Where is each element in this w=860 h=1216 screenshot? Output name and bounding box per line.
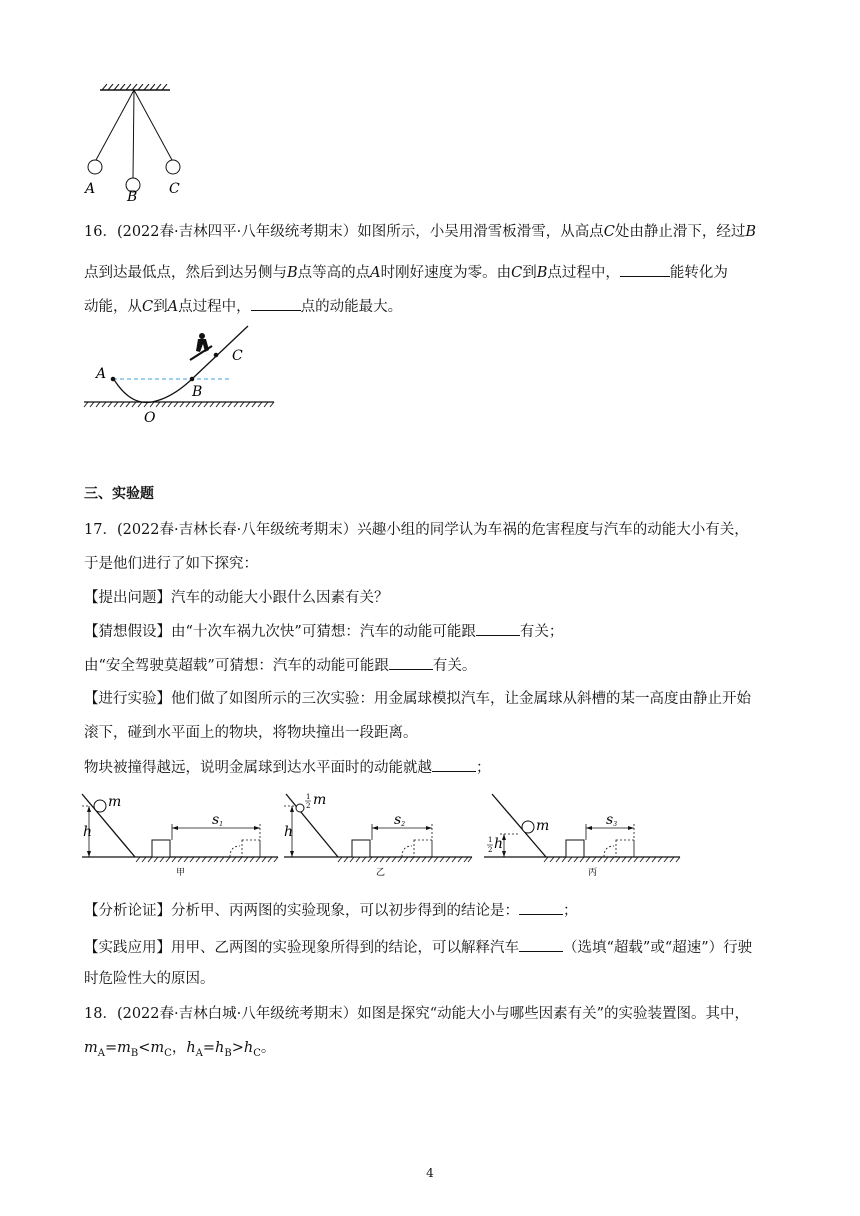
jia-distance-label: s1 xyxy=(212,812,224,828)
pendulum-label-b: B xyxy=(127,189,138,204)
q17-line5: 由“安全驾驶莫超载”可猜想：汽车的动能可能跟 有关。 xyxy=(84,655,476,676)
q18-line1: 18．(2022春·吉林白城·八年级统考期末）如图是探究“动能大小与哪些因素有关”的实验装置图。其中， xyxy=(84,1006,750,1022)
q16-blank-2[interactable] xyxy=(251,296,301,311)
q17-line8: 物块被撞得越远，说明金属球到达水平面时的动能就越 ； xyxy=(84,757,491,778)
ski-label-b: B xyxy=(192,384,203,400)
q17-line3: 【提出问题】汽车的动能大小跟什么因素有关？ xyxy=(84,590,389,606)
q17-line1: 17．(2022春·吉林长春·八年级统考期末）兴趣小组的同学认为车祸的危害程度与汽车的动能大小有关， xyxy=(84,522,749,538)
q17-blank-conclusion[interactable] xyxy=(519,900,563,915)
q17-line4: 【猜想假设】由“十次车祸九次快”可猜想：汽车的动能可能跟 有关； xyxy=(84,621,563,642)
page-number: 4 xyxy=(426,1166,434,1180)
q16-line1: 16．(2022春·吉林四平·八年级统考期末）如图所示，小吴用滑雪板滑雪，从高点C处由静止滑下，经过B xyxy=(84,224,756,240)
yi-distance-label: s2 xyxy=(394,812,406,828)
q16-blank-1[interactable] xyxy=(620,262,670,277)
q17-blank-choice[interactable] xyxy=(519,937,563,952)
ski-label-a: A xyxy=(96,366,107,382)
yi-caption: 乙 xyxy=(376,868,386,876)
experiment-figure-jia xyxy=(80,790,280,876)
q17-blank-speed[interactable] xyxy=(476,621,520,636)
jia-height-label: h xyxy=(83,824,93,840)
yi-height-label: h xyxy=(284,824,294,840)
bing-caption: 丙 xyxy=(588,868,598,876)
ski-label-o: O xyxy=(144,410,156,426)
q16-line3: 动能，从C到A点过程中， 点的动能最大。 xyxy=(84,296,402,317)
bing-height-num: 1 xyxy=(488,836,493,844)
experiment-figure-yi xyxy=(280,790,480,876)
q17-line10: 【实践应用】用甲、乙两图的实验现象所得到的结论，可以解释汽车 （选填“超载”或“超速”）行驶 xyxy=(84,937,752,958)
bing-height-den: 2 xyxy=(488,846,493,854)
q16-line2: 点到达最低点，然后到达另侧与B点等高的点A时刚好速度为零。由C到B点过程中， 能转化为 xyxy=(84,262,728,283)
yi-mass-label: m xyxy=(313,792,327,808)
pendulum-figure xyxy=(80,84,190,204)
ski-slope-figure xyxy=(80,322,280,430)
yi-mass-den: 2 xyxy=(306,802,311,810)
skier-icon xyxy=(190,333,212,360)
experiment-figure-bing xyxy=(482,790,682,876)
q17-blank-mass[interactable] xyxy=(389,655,433,670)
q17-line6: 【进行实验】他们做了如图所示的三次实验：用金属球模拟汽车，让金属球从斜槽的某一高度由静止开始 xyxy=(84,691,751,707)
bing-height-label: h xyxy=(494,836,504,852)
pendulum-label-c: C xyxy=(169,181,180,197)
q17-line11: 时危险性大的原因。 xyxy=(84,971,215,987)
jia-caption: 甲 xyxy=(176,868,186,876)
jia-mass-label: m xyxy=(108,794,122,810)
bing-distance-label: s3 xyxy=(606,812,618,828)
q18-line2: $m_A=m_B<m_C$，$h_A=h_B>h_C$。 xyxy=(84,1040,276,1059)
pendulum-label-a: A xyxy=(85,181,96,197)
q17-line2: 于是他们进行了如下探究： xyxy=(84,556,258,572)
ski-label-c: C xyxy=(232,348,243,364)
q17-line7: 滚下，碰到水平面上的物块，将物块撞出一段距离。 xyxy=(84,725,418,741)
bing-mass-label: m xyxy=(536,818,550,834)
yi-mass-num: 1 xyxy=(306,793,311,801)
q17-blank-energy[interactable] xyxy=(432,757,476,772)
section-heading: 三、实验题 xyxy=(84,486,154,502)
q17-line9: 【分析论证】分析甲、丙两图的实验现象，可以初步得到的结论是： ； xyxy=(84,900,578,921)
